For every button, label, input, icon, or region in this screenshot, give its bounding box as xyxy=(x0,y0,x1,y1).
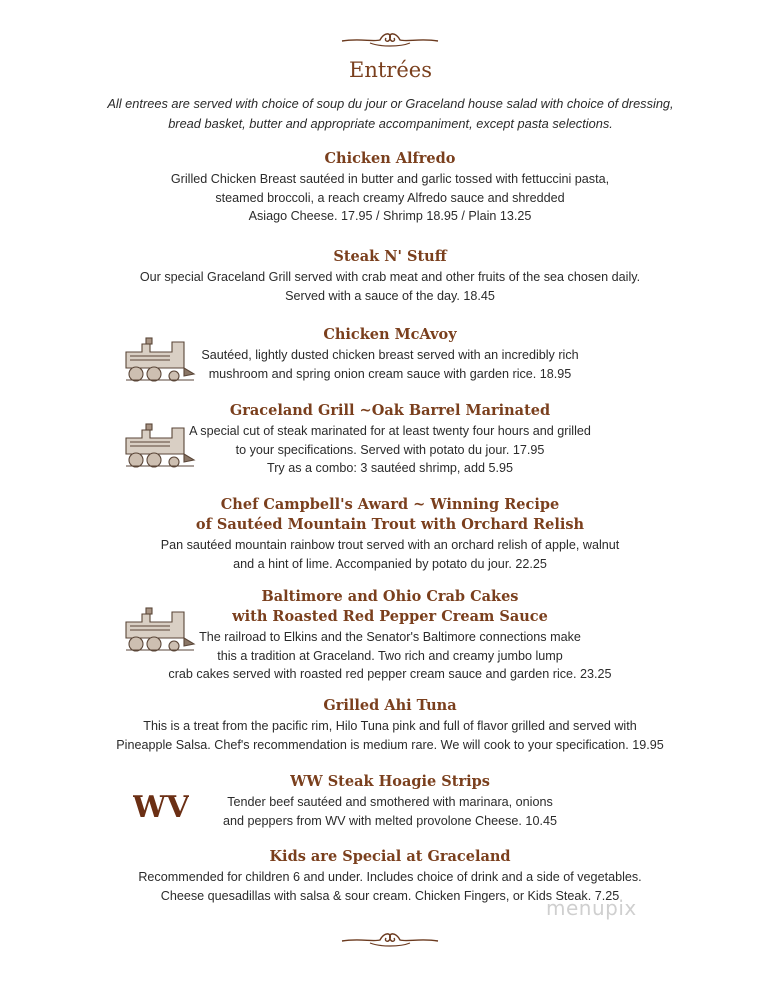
item-name-line2: with Roasted Red Pepper Cream Sauce xyxy=(232,608,548,625)
menu-item-mountain-trout xyxy=(80,496,700,573)
intro-text xyxy=(60,94,721,134)
menu-item-ahi-tuna xyxy=(60,697,720,754)
top-flourish-ornament xyxy=(340,28,440,50)
train-icon xyxy=(120,604,198,656)
item-description xyxy=(60,717,720,754)
desc-line: and peppers from WV with melted provolone Cheese. 10.45 xyxy=(223,813,557,828)
item-name: Grilled Ahi Tuna xyxy=(323,697,457,714)
bottom-flourish-ornament xyxy=(340,928,440,950)
item-name: Graceland Grill ~Oak Barrel Marinated xyxy=(229,402,551,419)
train-icon xyxy=(120,334,198,386)
menu-item-steak-n-stuff xyxy=(80,248,700,305)
menu-item-chicken-alfredo xyxy=(80,150,700,226)
page-title: Entrées xyxy=(349,58,432,82)
desc-line: Sautéed, lightly dusted chicken breast served with an incredibly rich xyxy=(201,348,579,362)
item-name: WW Steak Hoagie Strips xyxy=(290,773,490,790)
desc-line: Pan sautéed mountain rainbow trout served with an orchard relish of apple, walnut xyxy=(160,538,620,552)
desc-line: The railroad to Elkins and the Senator's Baltimore connections make xyxy=(199,630,581,644)
desc-line: Grilled Chicken Breast sautéed in butter and garlic tossed with fettuccini pasta, xyxy=(170,172,610,186)
wv-logo xyxy=(133,788,189,824)
desc-line: steamed broccoli, a reach creamy Alfredo sauce and shredded xyxy=(215,190,565,205)
item-name-line2: of Sautéed Mountain Trout with Orchard Relish xyxy=(195,516,585,533)
wv-logo-letters: WV xyxy=(133,790,189,824)
desc-line: Asiago Cheese. 17.95 / Shrimp 18.95 / Plain 13.25 xyxy=(248,209,532,223)
item-name: Kids are Special at Graceland xyxy=(269,848,511,865)
desc-line: Our special Graceland Grill served with crab meat and other fruits of the sea chosen daily. xyxy=(139,270,641,284)
desc-line: Tender beef sautéed and smothered with marinara, onions xyxy=(227,795,553,809)
watermark: menupix xyxy=(546,896,637,920)
item-name: Chef Campbell's Award ~ Winning Recipe xyxy=(220,496,560,513)
intro-line: All entrees are served with choice of soup du jour or Graceland house salad with choice of dressing, xyxy=(107,96,674,111)
item-description xyxy=(80,170,700,226)
desc-line: This is a treat from the pacific rim, Hilo Tuna pink and full of flavor grilled and served with xyxy=(143,719,637,733)
desc-line: Cheese quesadillas with salsa & sour cream. Chicken Fingers, or Kids Steak. 7.25 xyxy=(160,888,620,903)
desc-line: crab cakes served with roasted red pepper cream sauce and garden rice. 23.25 xyxy=(168,667,612,681)
item-name: Baltimore and Ohio Crab Cakes xyxy=(261,588,519,605)
desc-line: Served with a sauce of the day. 18.45 xyxy=(285,288,495,303)
item-name: Steak N' Stuff xyxy=(333,248,447,265)
desc-line: mushroom and spring onion cream sauce with garden rice. 18.95 xyxy=(208,366,572,381)
item-description xyxy=(80,268,700,305)
desc-line: and a hint of lime. Accompanied by potato du jour. 22.25 xyxy=(233,556,547,571)
desc-line: Recommended for children 6 and under. Includes choice of drink and a side of vegetables. xyxy=(138,870,642,884)
desc-line: this a tradition at Graceland. Two rich and creamy jumbo lump xyxy=(217,648,563,663)
desc-line: Try as a combo: 3 sautéed shrimp, add 5.95 xyxy=(267,461,513,475)
desc-line: to your specifications. Served with potato du jour. 17.95 xyxy=(235,442,545,457)
item-description xyxy=(80,536,700,573)
desc-line: A special cut of steak marinated for at least twenty four hours and grilled xyxy=(189,424,591,438)
item-name: Chicken McAvoy xyxy=(323,326,457,343)
train-icon xyxy=(120,420,198,472)
intro-line: bread basket, butter and appropriate accompaniment, except pasta selections. xyxy=(168,116,613,131)
desc-line: Pineapple Salsa. Chef's recommendation is medium rare. We will cook to your specification. 19.95 xyxy=(116,737,664,752)
item-name: Chicken Alfredo xyxy=(324,150,456,167)
